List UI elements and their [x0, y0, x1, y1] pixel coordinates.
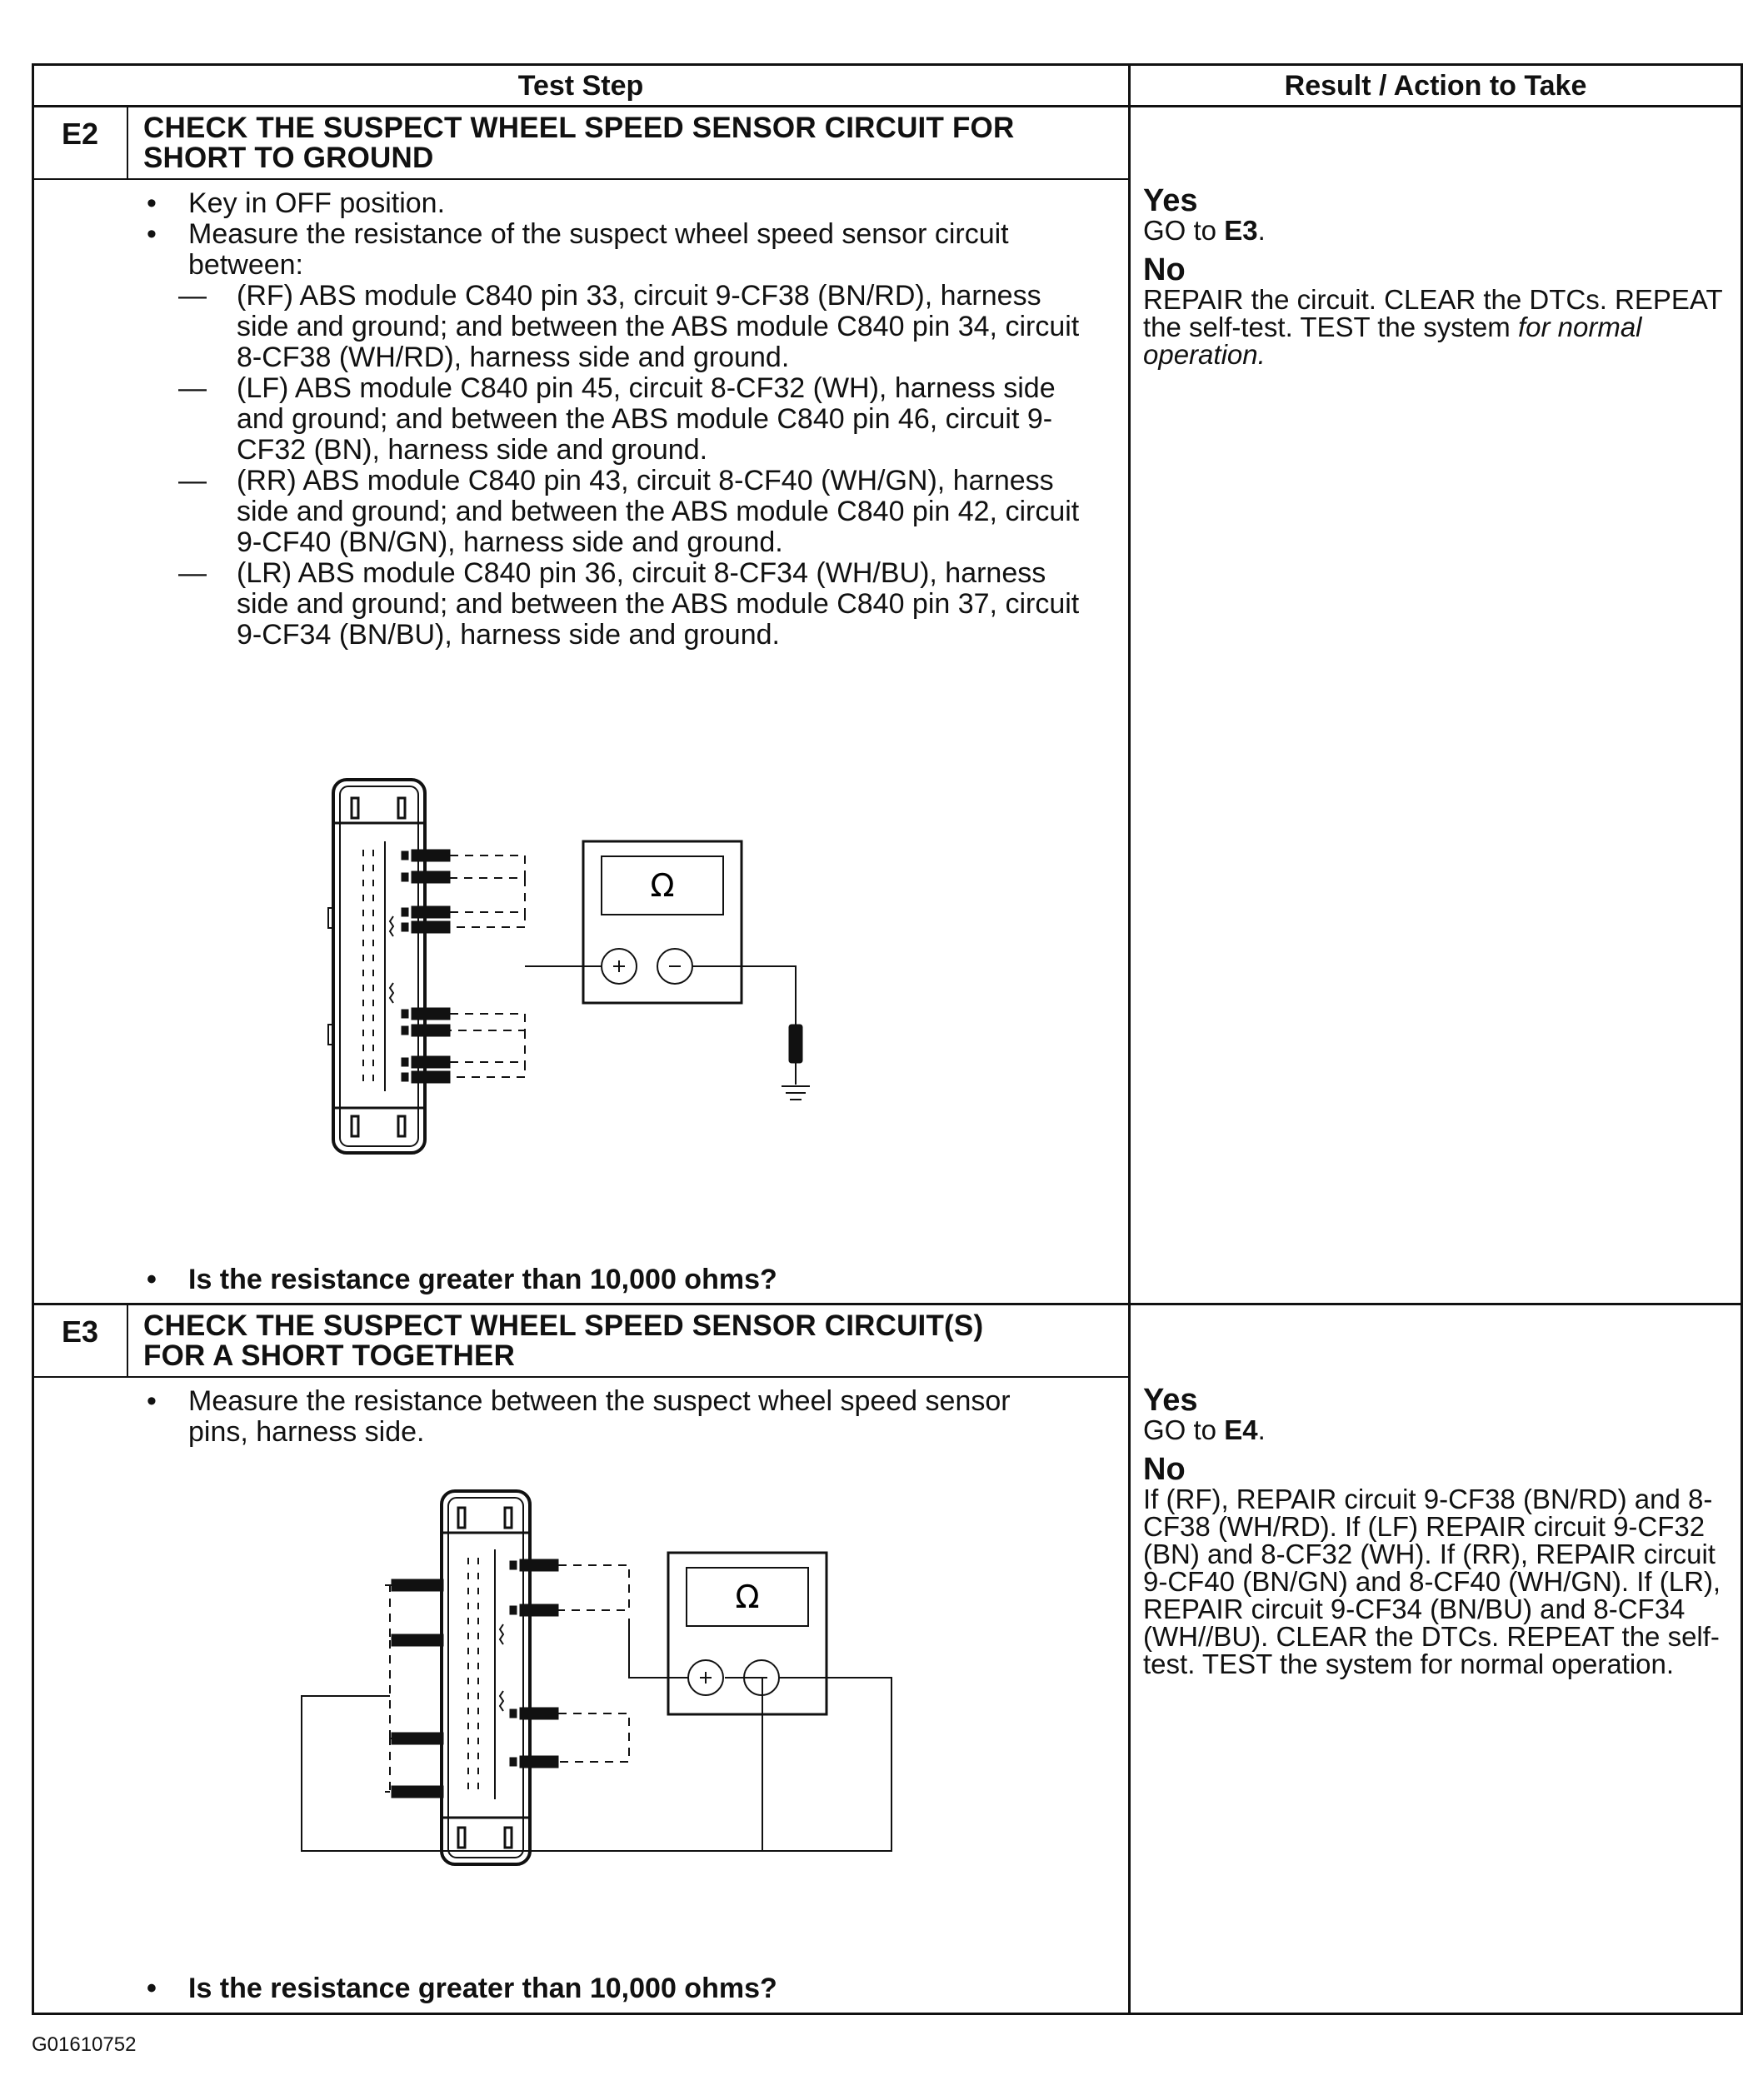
- question-text: • Is the resistance greater than 10,000 ohms?: [140, 1264, 1098, 1296]
- connector-pins: [468, 1549, 503, 1799]
- yes-target: E4: [1224, 1414, 1258, 1445]
- yes-label: Yes: [1143, 183, 1198, 218]
- step-title-e3: [143, 1311, 1118, 1371]
- connector-c840: [442, 1491, 530, 1864]
- list-item: • Measure the resistance between the suspect wheel speed sensor pins, harness side.: [140, 1386, 1056, 1448]
- step-title-line: CHECK THE SUSPECT WHEEL SPEED SENSOR CIRCUIT FOR: [143, 112, 1015, 144]
- step-title-line: FOR A SHORT TOGETHER: [143, 1339, 516, 1372]
- sub-list-item: — (RF) ABS module C840 pin 33, circuit 9-CF38 (BN/RD), harness side and ground; and between the ABS module C840 pin 34, circuit 8-CF38 (WH/RD), harness side and ground.: [173, 281, 1098, 373]
- test-step-header: Test Step: [517, 70, 644, 102]
- list-item: [140, 219, 1098, 651]
- step-title-e2: [143, 113, 1118, 173]
- no-action: If (RF), REPAIR circuit 9-CF38 (BN/RD) and 8-CF38 (WH/RD). If (LF) REPAIR circuit 9-CF32 (BN) and 8-CF32 (WH). If (RR), REPAIR circuit 9-CF40 (BN/GN) and 8-CF40 (WH/GN). If (LR), REPAIR circuit 9-CF34 (BN/BU) and 8-CF34 (WH//BU). CLEAR the DTCs. REPEAT the self-test. TEST the system for normal operation.: [1143, 1484, 1721, 1679]
- ohmmeter: [668, 1553, 891, 1851]
- connector-body: [333, 780, 425, 1153]
- question-text: • Is the resistance greater than 10,000 ohms?: [140, 1973, 1098, 2005]
- result-e2: [1143, 185, 1736, 368]
- e2-wiring-diagram: [317, 775, 833, 1166]
- step-body-e3: [140, 1386, 1056, 1448]
- yes-action: GO to E3.: [1143, 215, 1266, 246]
- sub-list-item: — (LR) ABS module C840 pin 36, circuit 8-CF34 (WH/BU), harness side and ground; and between the ABS module C840 pin 37, circuit 9-CF34 (BN/BU), harness side and ground.: [173, 558, 1098, 651]
- lead-to-meter: [302, 1619, 762, 1851]
- ohmmeter: [583, 841, 796, 1025]
- no-label: No: [1143, 252, 1186, 287]
- dashed-leads: [450, 855, 525, 1077]
- yes-label: Yes: [1143, 1383, 1198, 1418]
- list-item-text: • Measure the resistance of the suspect wheel speed sensor circuit between:: [188, 218, 1009, 281]
- ohm-symbol: Ω: [650, 867, 675, 904]
- dashed-leads: [385, 1565, 629, 1792]
- question-e3: [140, 1973, 1098, 2005]
- step-title-line: CHECK THE SUSPECT WHEEL SPEED SENSOR CIRCUIT(S): [143, 1309, 984, 1342]
- sub-list-item: — (RR) ABS module C840 pin 43, circuit 8-CF40 (WH/GN), harness side and ground; and between the ABS module C840 pin 42, circuit 9-CF40 (BN/GN), harness side and ground.: [173, 466, 1098, 558]
- yes-action: GO to E4.: [1143, 1414, 1266, 1445]
- ohmmeter-body: [668, 1553, 827, 1714]
- ground-symbol: [782, 1025, 810, 1100]
- sub-list-item: — (LF) ABS module C840 pin 45, circuit 8-CF32 (WH), harness side and ground; and between the ABS module C840 pin 46, circuit 9-CF32 (BN), harness side and ground.: [173, 373, 1098, 466]
- no-label: No: [1143, 1452, 1186, 1487]
- yes-target: E3: [1224, 215, 1258, 246]
- connector-body: [442, 1491, 530, 1864]
- probe-leads: [392, 1559, 558, 1798]
- result-action-header: Result / Action to Take: [1284, 70, 1587, 102]
- question-e2: [140, 1264, 1098, 1296]
- step-id-e3: E3: [61, 1314, 99, 1349]
- step-body-e2: [140, 188, 1098, 651]
- step-id-e2: E2: [61, 117, 99, 151]
- step-title-line: SHORT TO GROUND: [143, 142, 434, 174]
- list-item: • Key in OFF position.: [140, 188, 1098, 219]
- result-e3: [1143, 1384, 1736, 1678]
- e3-wiring-diagram: [292, 1483, 925, 1891]
- figure-id: G01610752: [32, 2033, 137, 2056]
- no-action: REPAIR the circuit. CLEAR the DTCs. REPEAT the self-test. TEST the system for normal operation.: [1143, 284, 1723, 370]
- connector-pins: [363, 841, 393, 1091]
- connector-c840: [328, 780, 425, 1153]
- ohm-symbol: Ω: [735, 1579, 760, 1615]
